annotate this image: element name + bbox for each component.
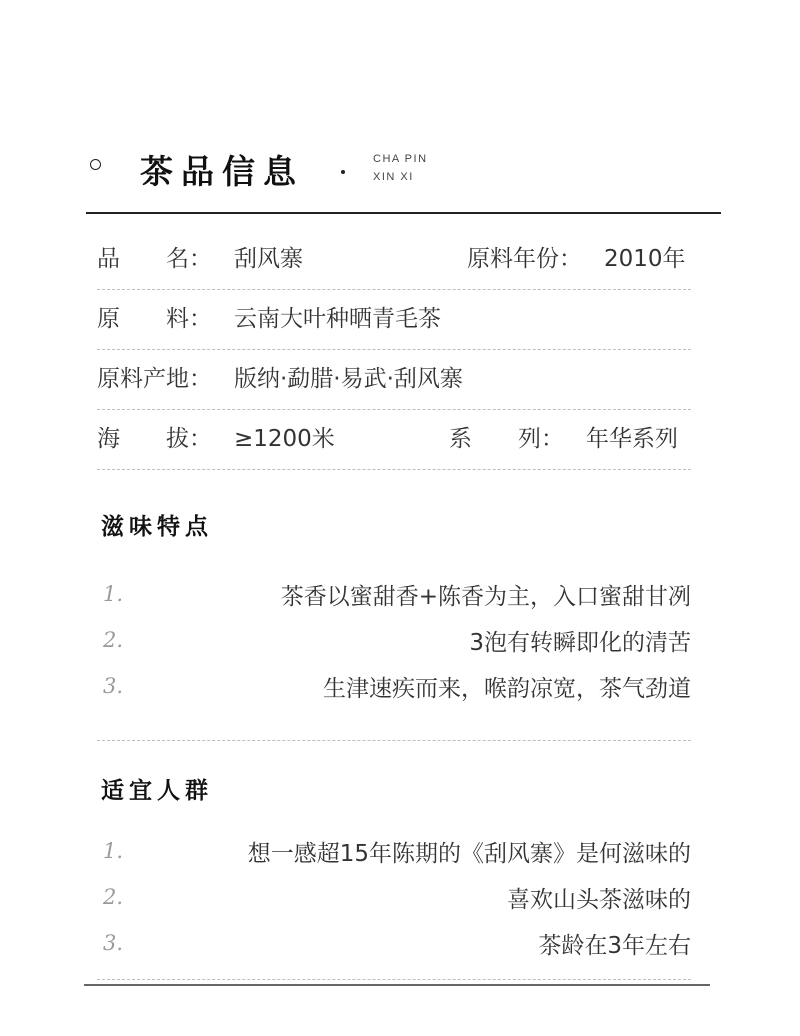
info-row-name-year <box>97 232 691 290</box>
row-divider <box>97 409 691 410</box>
audience-item-number: 3. <box>103 931 124 955</box>
pinyin-line-2: XIN XI <box>373 171 414 183</box>
altitude-value: ≥1200米 <box>234 426 335 452</box>
year-label: 原料年份： <box>467 246 582 272</box>
pinyin-line-1: CHA PIN <box>373 153 428 165</box>
altitude-label: 海 拔： <box>97 426 212 452</box>
series-label: 系 列： <box>449 426 564 452</box>
row-divider <box>97 349 691 350</box>
origin-value: 版纳·勐腊·易武·刮风寨 <box>234 366 463 392</box>
section-divider <box>97 740 691 741</box>
bottom-divider <box>84 984 710 986</box>
taste-item-text: 3泡有转瞬即化的清苦 <box>469 630 691 656</box>
row-divider <box>97 469 691 470</box>
circle-bullet-icon <box>90 159 101 170</box>
audience-item-number: 1. <box>103 839 124 863</box>
taste-item-text: 茶香以蜜甜香+陈香为主，入口蜜甜甘冽 <box>280 584 691 610</box>
audience-section-title: 适宜人群 <box>101 777 213 804</box>
audience-item-text: 想一感超15年陈期的《刮风寨》是何滋味的 <box>247 841 691 867</box>
name-value: 刮风寨 <box>234 246 303 272</box>
page-title: 茶品信息 <box>140 152 304 191</box>
info-row-origin <box>97 352 691 410</box>
taste-section-title: 滋味特点 <box>101 513 213 540</box>
material-label: 原 料： <box>97 306 212 332</box>
audience-item-text: 喜欢山头茶滋味的 <box>507 887 691 913</box>
origin-label: 原料产地： <box>97 366 212 392</box>
dot-separator-icon <box>341 170 345 174</box>
info-row-altitude-series <box>97 412 691 470</box>
taste-item-number: 1. <box>103 582 124 606</box>
year-value: 2010年 <box>604 246 686 272</box>
header-divider <box>86 212 721 214</box>
series-value: 年华系列 <box>586 426 678 452</box>
taste-item-number: 2. <box>103 628 124 652</box>
audience-item-number: 2. <box>103 885 124 909</box>
taste-item-number: 3. <box>103 674 124 698</box>
audience-item-text: 茶龄在3年左右 <box>538 933 691 959</box>
info-row-material <box>97 292 691 350</box>
taste-item-text: 生津速疾而来，喉韵凉宽，茶气劲道 <box>323 676 691 702</box>
section-divider <box>97 979 691 980</box>
name-label: 品 名： <box>97 246 212 272</box>
material-value: 云南大叶种晒青毛茶 <box>234 306 441 332</box>
row-divider <box>97 289 691 290</box>
